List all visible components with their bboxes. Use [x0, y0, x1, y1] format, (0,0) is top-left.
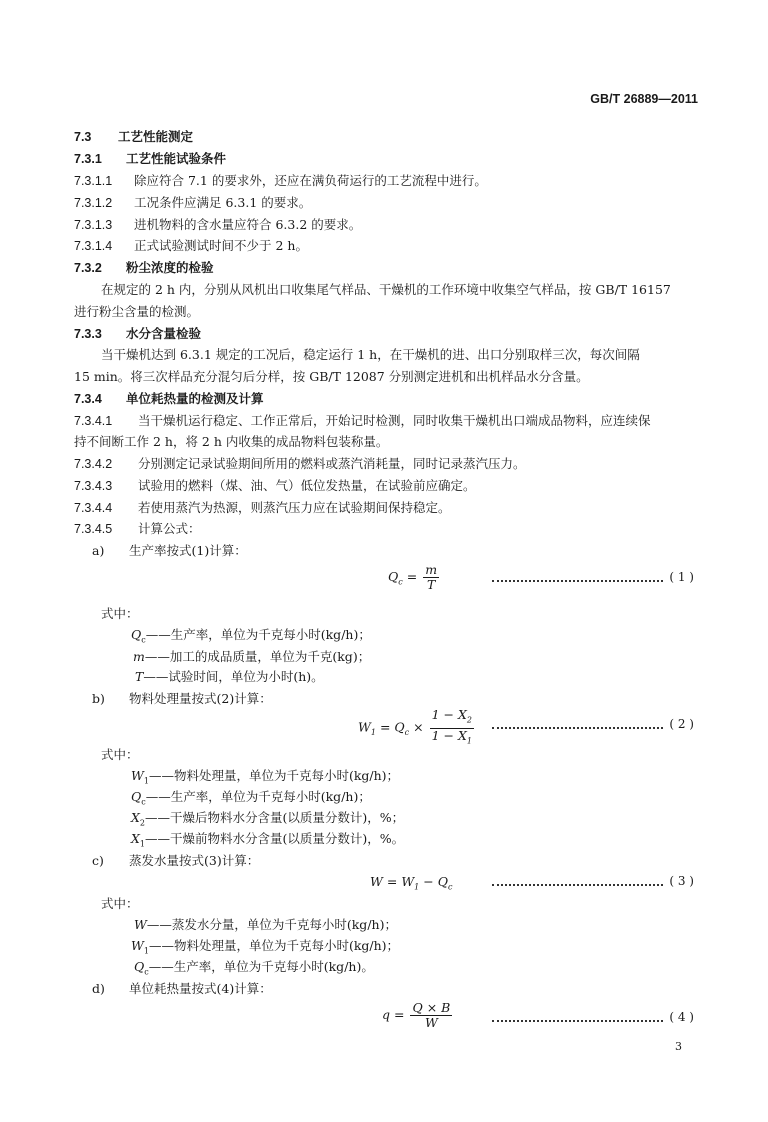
definition-qc-c: $Q_c——$生产率，单位为千克每小时(kg/h)。 [134, 959, 374, 977]
formula-4: q = $\frac{Q \times B}{W}$ [382, 1000, 451, 1030]
formula-2: $W_1 = Q_c$ × $\frac{1 - X_2}{1 - X_1}$ [358, 707, 472, 745]
formula-1: $Q_c$ = $\frac{m}{T}$ [388, 562, 438, 592]
definition-qc: $Q_c——$生产率，单位为千克每小时(kg/h)； [131, 627, 371, 645]
section-7-3-2: 7.3.2 粉尘浓度的检验 [74, 260, 214, 275]
definition-x1: $X_1——$干燥前物料水分含量(以质量分数计)，%。 [131, 831, 405, 849]
definition-qc-b: $Q_c——$生产率，单位为千克每小时(kg/h)； [131, 789, 371, 807]
item-b-intro: b) 物料处理量按式(2)计算： [92, 691, 272, 706]
where-a: 式中： [101, 606, 139, 621]
section-7-3-1: 7.3.1 工艺性能试验条件 [74, 151, 227, 166]
clause-7-3-4-2: 7.3.4.2 分别测定记录试验期间所用的燃料或蒸汽消耗量，同时记录蒸汽压力。 [74, 456, 526, 471]
paragraph-dust-line2: 进行粉尘含量的检测。 [74, 304, 200, 319]
paragraph-moisture-line2: 15 min。将三次样品充分混匀后分样，按 GB/T 12087 分别测定进机和出机样品水分含量。 [74, 369, 589, 384]
clause-7-3-4-3: 7.3.4.3 试验用的燃料（煤、油、气）低位发热量，在试验前应确定。 [74, 478, 476, 493]
page-number: 3 [675, 1040, 682, 1053]
section-7-3: 7.3 工艺性能测定 [74, 129, 194, 144]
definition-m: m——加工的成品质量，单位为千克(kg)； [133, 649, 371, 664]
definition-w1-c: $W_1——$物料处理量，单位为千克每小时(kg/h)； [131, 938, 400, 956]
equation-number-1: ( 1 ) [492, 570, 694, 584]
where-c: 式中： [101, 896, 139, 911]
formula-3: $W = W_1 - Q_c$ [370, 874, 453, 892]
clause-7-3-4-1-cont: 持不间断工作 2 h，将 2 h 内收集的成品物料包装称量。 [74, 434, 389, 449]
paragraph-dust-line1: 在规定的 2 h 内，分别从风机出口收集尾气样品、干燥机的工作环境中收集空气样品，按 GB/T 16157 [101, 282, 671, 297]
where-b: 式中： [101, 747, 139, 762]
standard-number: GB/T 26889—2011 [590, 92, 698, 106]
item-c-intro: c) 蒸发水量按式(3)计算： [92, 853, 260, 868]
item-d-intro: d) 单位耗热量按式(4)计算： [92, 981, 272, 996]
definition-t: T——试验时间，单位为小时(h)。 [135, 669, 324, 684]
definition-x2: $X_2——$干燥后物料水分含量(以质量分数计)，%； [131, 810, 405, 828]
clause-7-3-1-3: 7.3.1.3 进机物料的含水量应符合 6.3.2 的要求。 [74, 217, 362, 232]
definition-w1: $W_1——$物料处理量，单位为千克每小时(kg/h)； [131, 768, 400, 786]
clause-7-3-4-1: 7.3.4.1 当干燥机运行稳定、工作正常后，开始记时检测，同时收集干燥机出口端成品物料，应连续保 [74, 413, 651, 428]
item-a-intro: a) 生产率按式(1)计算： [92, 543, 247, 558]
definition-w: W——蒸发水分量，单位为千克每小时(kg/h)； [134, 917, 397, 932]
clause-7-3-1-1: 7.3.1.1 除应符合 7.1 的要求外，还应在满负荷运行的工艺流程中进行。 [74, 173, 487, 188]
clause-7-3-1-4: 7.3.1.4 正式试验测试时间不少于 2 h。 [74, 238, 308, 253]
section-7-3-4: 7.3.4 单位耗热量的检测及计算 [74, 391, 264, 406]
section-7-3-3: 7.3.3 水分含量检验 [74, 326, 202, 341]
clause-7-3-4-5: 7.3.4.5 计算公式： [74, 521, 201, 536]
paragraph-moisture-line1: 当干燥机达到 6.3.1 规定的工况后，稳定运行 1 h，在干燥机的进、出口分别取样三次，每次间隔 [101, 347, 640, 362]
clause-7-3-1-2: 7.3.1.2 工况条件应满足 6.3.1 的要求。 [74, 195, 312, 210]
clause-7-3-4-4: 7.3.4.4 若使用蒸汽为热源，则蒸汽压力应在试验期间保持稳定。 [74, 500, 451, 515]
equation-number-3: ( 3 ) [492, 874, 694, 888]
equation-number-2: ( 2 ) [492, 717, 694, 731]
equation-number-4: ( 4 ) [492, 1010, 694, 1024]
